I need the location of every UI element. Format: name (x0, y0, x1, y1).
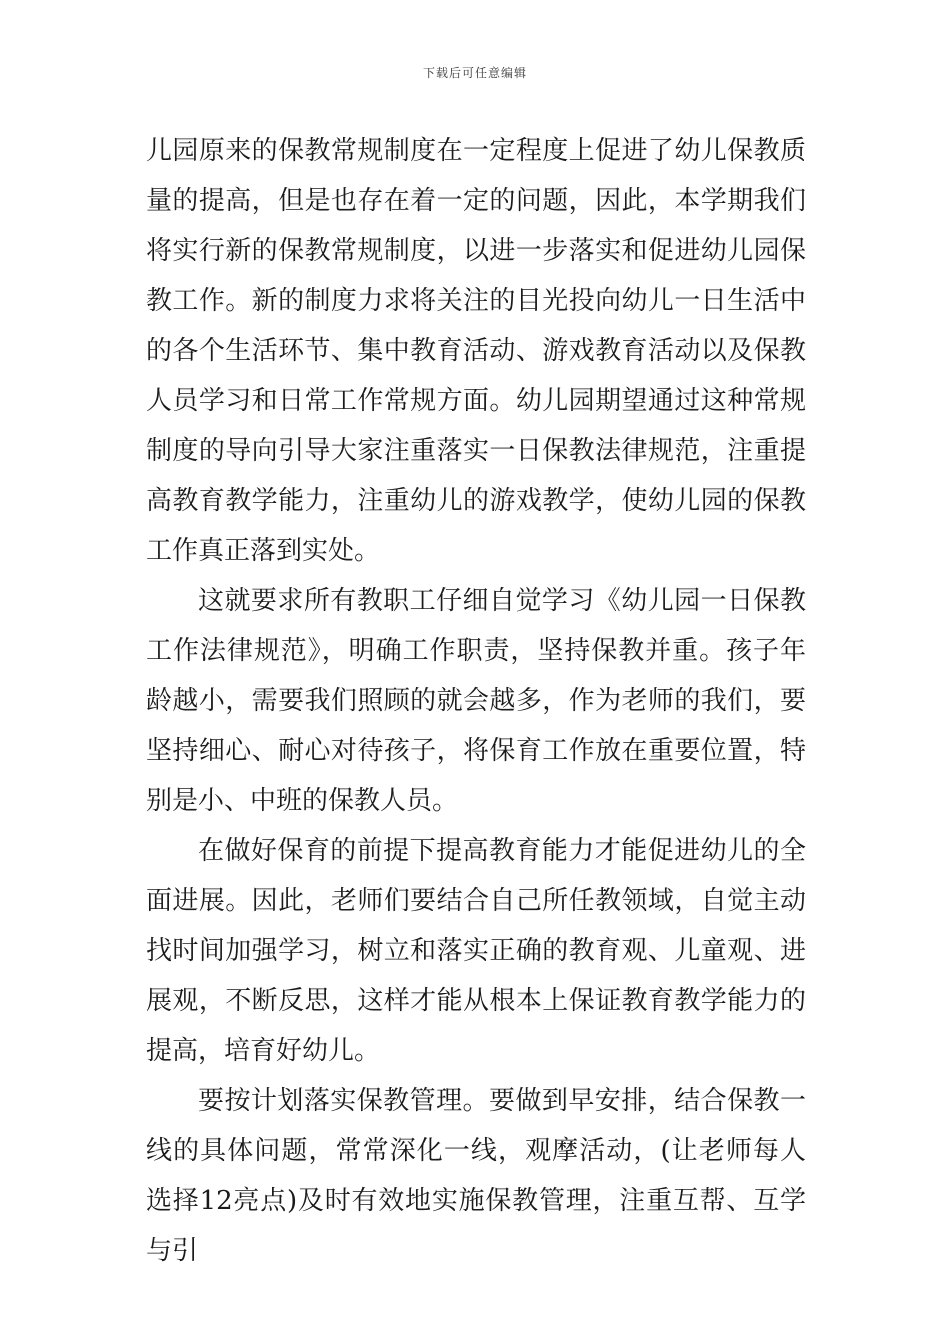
page-header-note: 下载后可任意编辑 (422, 66, 527, 80)
paragraph-4: 要按计划落实保教管理。要做到早安排，结合保教一线的具体问题，常常深化一线，观摩活动，(让老师每人选择12亮点)及时有效地实施保教管理，注重互帮、互学与引 (146, 1086, 806, 1266)
document-body (146, 126, 806, 1276)
paragraph-3: 在做好保育的前提下提高教育能力才能促进幼儿的全面进展。因此，老师们要结合自己所任教领域，自觉主动找时间加强学习，树立和落实正确的教育观、儿童观、进展观，不断反思，这样才能从根本上保证教育教学能力的提高，培育好幼儿。 (146, 836, 806, 1066)
paragraph-1: 儿园原来的保教常规制度在一定程度上促进了幼儿保教质量的提高，但是也存在着一定的问题，因此，本学期我们将实行新的保教常规制度，以进一步落实和促进幼儿园保教工作。新的制度力求将关注的目光投向幼儿一日生活中的各个生活环节、集中教育活动、游戏教育活动以及保教人员学习和日常工作常规方面。幼儿园期望通过这种常规制度的导向引导大家注重落实一日保教法律规范，注重提高教育教学能力，注重幼儿的游戏教学，使幼儿园的保教工作真正落到实处。 (146, 136, 806, 566)
paragraph-2: 这就要求所有教职工仔细自觉学习《幼儿园一日保教工作法律规范》，明确工作职责，坚持保教并重。孩子年龄越小，需要我们照顾的就会越多，作为老师的我们，要坚持细心、耐心对待孩子，将保育工作放在重要位置，特别是小、中班的保教人员。 (146, 586, 806, 816)
